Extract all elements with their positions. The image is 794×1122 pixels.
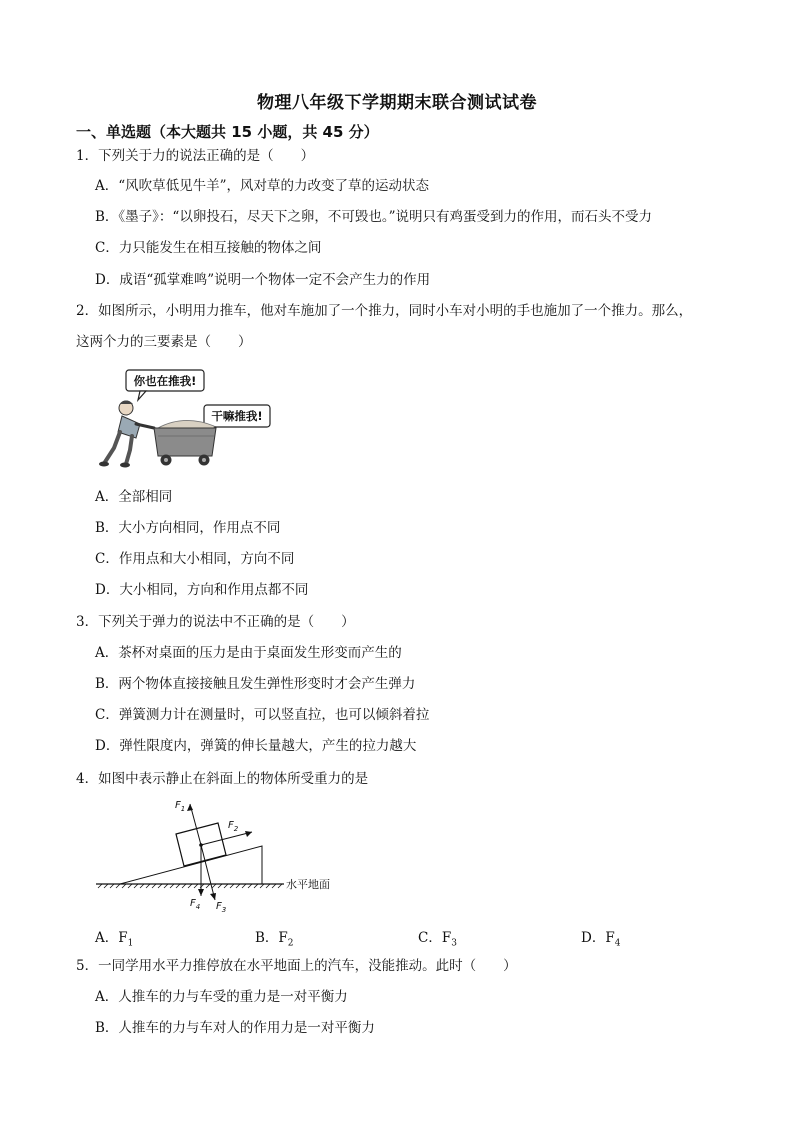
question-4-options (95, 926, 735, 949)
question-2-option-a: A．全部相同 (95, 489, 173, 505)
question-2-stem-line-2: 这两个力的三要素是（ ） (76, 334, 252, 350)
question-2-option-b: B．大小方向相同，作用点不同 (95, 520, 281, 536)
f2-label: $F_2$ (228, 820, 239, 833)
cart-figure (154, 420, 216, 465)
page-title: 物理八年级下学期期末联合测试试卷 (257, 93, 537, 113)
question-5-stem: 5．一同学用水平力推停放在水平地面上的汽车，没能推动。此时（ ） (76, 958, 517, 974)
question-3-option-b: B．两个物体直接接触且发生弹性形变时才会产生弹力 (95, 676, 416, 692)
question-3-option-d: D．弹性限度内，弹簧的伸长量越大，产生的拉力越大 (95, 738, 417, 754)
question-4-stem: 4．如图中表示静止在斜面上的物体所受重力的是 (76, 771, 369, 787)
question-3-option-a: A．茶杯对桌面的压力是由于桌面发生形变而产生的 (95, 645, 402, 661)
question-1-option-a: A．“风吹草低见牛羊”，风对草的力改变了草的运动状态 (95, 178, 430, 194)
speech-bubble-right-text: 干嘛推我! (211, 409, 263, 423)
question-2-option-d: D．大小相同，方向和作用点都不同 (95, 582, 309, 598)
question-1-stem: 1．下列关于力的说法正确的是（ ） (76, 148, 315, 164)
question-1-option-d: D．成语“孤掌难鸣”说明一个物体一定不会产生力的作用 (95, 272, 431, 288)
question-1-option-b: B．《墨子》：“以卵投石，尽天下之卵，不可毁也。”说明只有鸡蛋受到力的作用，而石头不受力 (95, 209, 652, 225)
f4-label: $F_4$ (190, 898, 201, 911)
incline-force-diagram (94, 796, 354, 916)
question-4-option-b: B．$F_2$ (255, 930, 294, 949)
question-2-option-c: C．作用点和大小相同，方向不同 (95, 551, 295, 567)
question-4-option-a: A．$F_1$ (95, 930, 134, 949)
section-heading: 一、单选题（本大题共 15 小题，共 45 分） (76, 123, 379, 141)
question-4-option-c: C．$F_3$ (418, 930, 457, 949)
f3-label: $F_3$ (216, 901, 227, 914)
speech-bubble-left-text: 你也在推我! (133, 374, 197, 388)
ground-label: 水平地面 (286, 878, 330, 891)
question-2-stem-line-1: 2．如图所示，小明用力推车，他对车施加了一个推力，同时小车对小明的手也施加了一个推力。那么， (76, 303, 693, 319)
question-3-option-c: C．弹簧测力计在测量时，可以竖直拉，也可以倾斜着拉 (95, 707, 430, 723)
f1-label: $F_1$ (175, 800, 186, 813)
question-3-stem: 3．下列关于弹力的说法中不正确的是（ ） (76, 614, 355, 630)
question-5-option-a: A．人推车的力与车受的重力是一对平衡力 (95, 989, 348, 1005)
question-1-option-c: C．力只能发生在相互接触的物体之间 (95, 240, 322, 256)
pushing-cart-figure (96, 366, 276, 471)
question-4-option-d: D．$F_4$ (581, 930, 621, 949)
question-5-option-b: B．人推车的力与车对人的作用力是一对平衡力 (95, 1020, 375, 1036)
boy-figure (99, 401, 154, 468)
